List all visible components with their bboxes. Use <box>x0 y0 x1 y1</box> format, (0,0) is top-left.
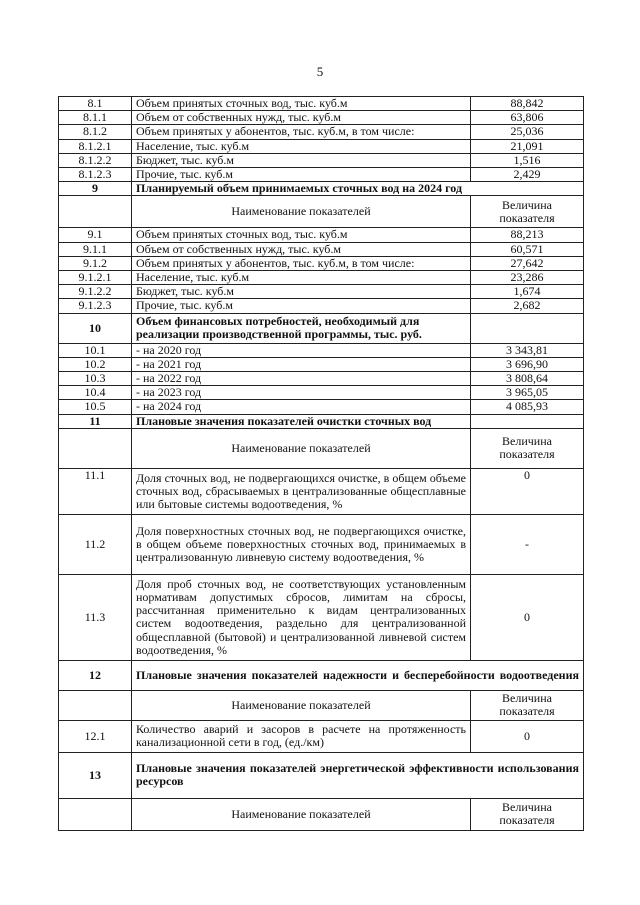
row-number: 11.3 <box>59 574 132 660</box>
section-title: Планируемый объем принимаемых сточных вод на 2024 год <box>132 182 584 196</box>
row-value: 0 <box>471 574 584 660</box>
section-number: 10 <box>59 313 132 343</box>
row-value: 3 965,05 <box>471 386 584 400</box>
column-header-row <box>59 196 584 228</box>
row-value: 60,571 <box>471 242 584 256</box>
row-name: - на 2024 год <box>132 400 471 414</box>
row-name: Объем принятых у абонентов, тыс. куб.м, в том числе: <box>132 125 471 139</box>
row-name: Прочие, тыс. куб.м <box>132 299 471 313</box>
table-row <box>59 299 584 313</box>
table-row <box>59 386 584 400</box>
row-number: 10.2 <box>59 357 132 371</box>
table-row <box>59 271 584 285</box>
section-header-row <box>59 752 584 798</box>
row-number: 9.1.2.2 <box>59 285 132 299</box>
column-header-value: Величина показателя <box>471 428 584 468</box>
column-header-value: Величина показателя <box>471 690 584 720</box>
row-number: 9.1.1 <box>59 242 132 256</box>
row-number: 9.1.2 <box>59 256 132 270</box>
row-number: 11.1 <box>59 468 132 514</box>
column-header-name: Наименование показателей <box>132 196 471 228</box>
table-row <box>59 343 584 357</box>
row-value: - <box>471 514 584 574</box>
row-number: 10.3 <box>59 372 132 386</box>
section-title: Плановые значения показателей надежности и бесперебойности водоотведения <box>132 660 584 690</box>
row-name: - на 2023 год <box>132 386 471 400</box>
row-number: 9.1 <box>59 228 132 242</box>
column-header-value: Величина показателя <box>471 196 584 228</box>
row-name: Количество аварий и засоров в расчете на протяженность канализационной сети в год, (ед./км) <box>132 720 471 752</box>
row-value: 3 343,81 <box>471 343 584 357</box>
row-number: 8.1.2.2 <box>59 153 132 167</box>
section-number: 12 <box>59 660 132 690</box>
column-header-row <box>59 798 584 830</box>
column-header-row <box>59 428 584 468</box>
row-number: 8.1.2 <box>59 125 132 139</box>
row-value: 2,429 <box>471 168 584 182</box>
row-name: Доля проб сточных вод, не соответствующих установленным нормативам допустимых сбросов, лимитам на сбросы, рассчитанная применительно к видам централизованных систем водоотведения, раздельно для централизованной общесплавной (бытовой) и централизованной ливневой систем водоотведения, % <box>132 574 471 660</box>
row-name: Объем от собственных нужд, тыс. куб.м <box>132 242 471 256</box>
row-name: Население, тыс. куб.м <box>132 139 471 153</box>
row-value: 21,091 <box>471 139 584 153</box>
row-number: 9.1.2.1 <box>59 271 132 285</box>
table-row <box>59 256 584 270</box>
row-value: 27,642 <box>471 256 584 270</box>
table-row <box>59 111 584 125</box>
row-name: Объем принятых сточных вод, тыс. куб.м <box>132 228 471 242</box>
row-value: 0 <box>471 468 584 514</box>
row-name: Доля поверхностных сточных вод, не подвергающихся очистке, в общем объеме поверхностных сточных вод, принимаемых в централизованную ливневую систему водоотведения, % <box>132 514 471 574</box>
section-number: 11 <box>59 414 132 428</box>
row-value: 2,682 <box>471 299 584 313</box>
row-number: 10.1 <box>59 343 132 357</box>
table-row <box>59 242 584 256</box>
section-number: 9 <box>59 182 132 196</box>
section-title: Объем финансовых потребностей, необходимый для реализации производственной программы, тыс. руб. <box>132 313 471 343</box>
section-title: Плановые значения показателей энергетической эффективности использования ресурсов <box>132 752 584 798</box>
column-header-name: Наименование показателей <box>132 428 471 468</box>
row-name: Объем принятых сточных вод, тыс. куб.м <box>132 97 471 111</box>
row-value: 1,516 <box>471 153 584 167</box>
column-header-value: Величина показателя <box>471 798 584 830</box>
row-name: - на 2022 год <box>132 372 471 386</box>
row-name: Население, тыс. куб.м <box>132 271 471 285</box>
row-number: 8.1 <box>59 97 132 111</box>
row-number: 8.1.2.3 <box>59 168 132 182</box>
table-row <box>59 574 584 660</box>
row-name: Объем принятых у абонентов, тыс. куб.м, в том числе: <box>132 256 471 270</box>
column-header-row <box>59 690 584 720</box>
row-value: 88,842 <box>471 97 584 111</box>
column-header-name: Наименование показателей <box>132 798 471 830</box>
row-number: 12.1 <box>59 720 132 752</box>
row-name: Бюджет, тыс. куб.м <box>132 285 471 299</box>
table-row <box>59 372 584 386</box>
section-header-row <box>59 182 584 196</box>
row-name: Доля сточных вод, не подвергающихся очистке, в общем объеме сточных вод, сбрасываемых в централизованные общесплавные или бытовые системы водоотведения, % <box>132 468 471 514</box>
section-title: Плановые значения показателей очистки сточных вод <box>132 414 471 428</box>
table-row <box>59 97 584 111</box>
table-row <box>59 125 584 139</box>
table-row <box>59 720 584 752</box>
row-number: 10.5 <box>59 400 132 414</box>
table-row <box>59 514 584 574</box>
row-value: 3 696,90 <box>471 357 584 371</box>
section-header-row <box>59 414 584 428</box>
row-number: 11.2 <box>59 514 132 574</box>
row-name: - на 2021 год <box>132 357 471 371</box>
row-value: 1,674 <box>471 285 584 299</box>
row-value: 63,806 <box>471 111 584 125</box>
row-value: 0 <box>471 720 584 752</box>
table-row <box>59 357 584 371</box>
section-header-row <box>59 660 584 690</box>
section-number: 13 <box>59 752 132 798</box>
row-name: Объем от собственных нужд, тыс. куб.м <box>132 111 471 125</box>
row-name: Прочие, тыс. куб.м <box>132 168 471 182</box>
row-value: 4 085,93 <box>471 400 584 414</box>
table-row <box>59 285 584 299</box>
row-number: 9.1.2.3 <box>59 299 132 313</box>
table-row <box>59 168 584 182</box>
row-number: 8.1.2.1 <box>59 139 132 153</box>
table-row <box>59 228 584 242</box>
row-value: 25,036 <box>471 125 584 139</box>
section-header-row <box>59 313 584 343</box>
table-row <box>59 468 584 514</box>
row-number: 10.4 <box>59 386 132 400</box>
table-row <box>59 139 584 153</box>
row-value: 3 808,64 <box>471 372 584 386</box>
table-row <box>59 400 584 414</box>
row-value: 88,213 <box>471 228 584 242</box>
row-number: 8.1.1 <box>59 111 132 125</box>
row-name: Бюджет, тыс. куб.м <box>132 153 471 167</box>
indicators-table <box>58 96 584 831</box>
row-value: 23,286 <box>471 271 584 285</box>
page-number: 5 <box>316 64 324 79</box>
table-row <box>59 153 584 167</box>
column-header-name: Наименование показателей <box>132 690 471 720</box>
row-name: - на 2020 год <box>132 343 471 357</box>
